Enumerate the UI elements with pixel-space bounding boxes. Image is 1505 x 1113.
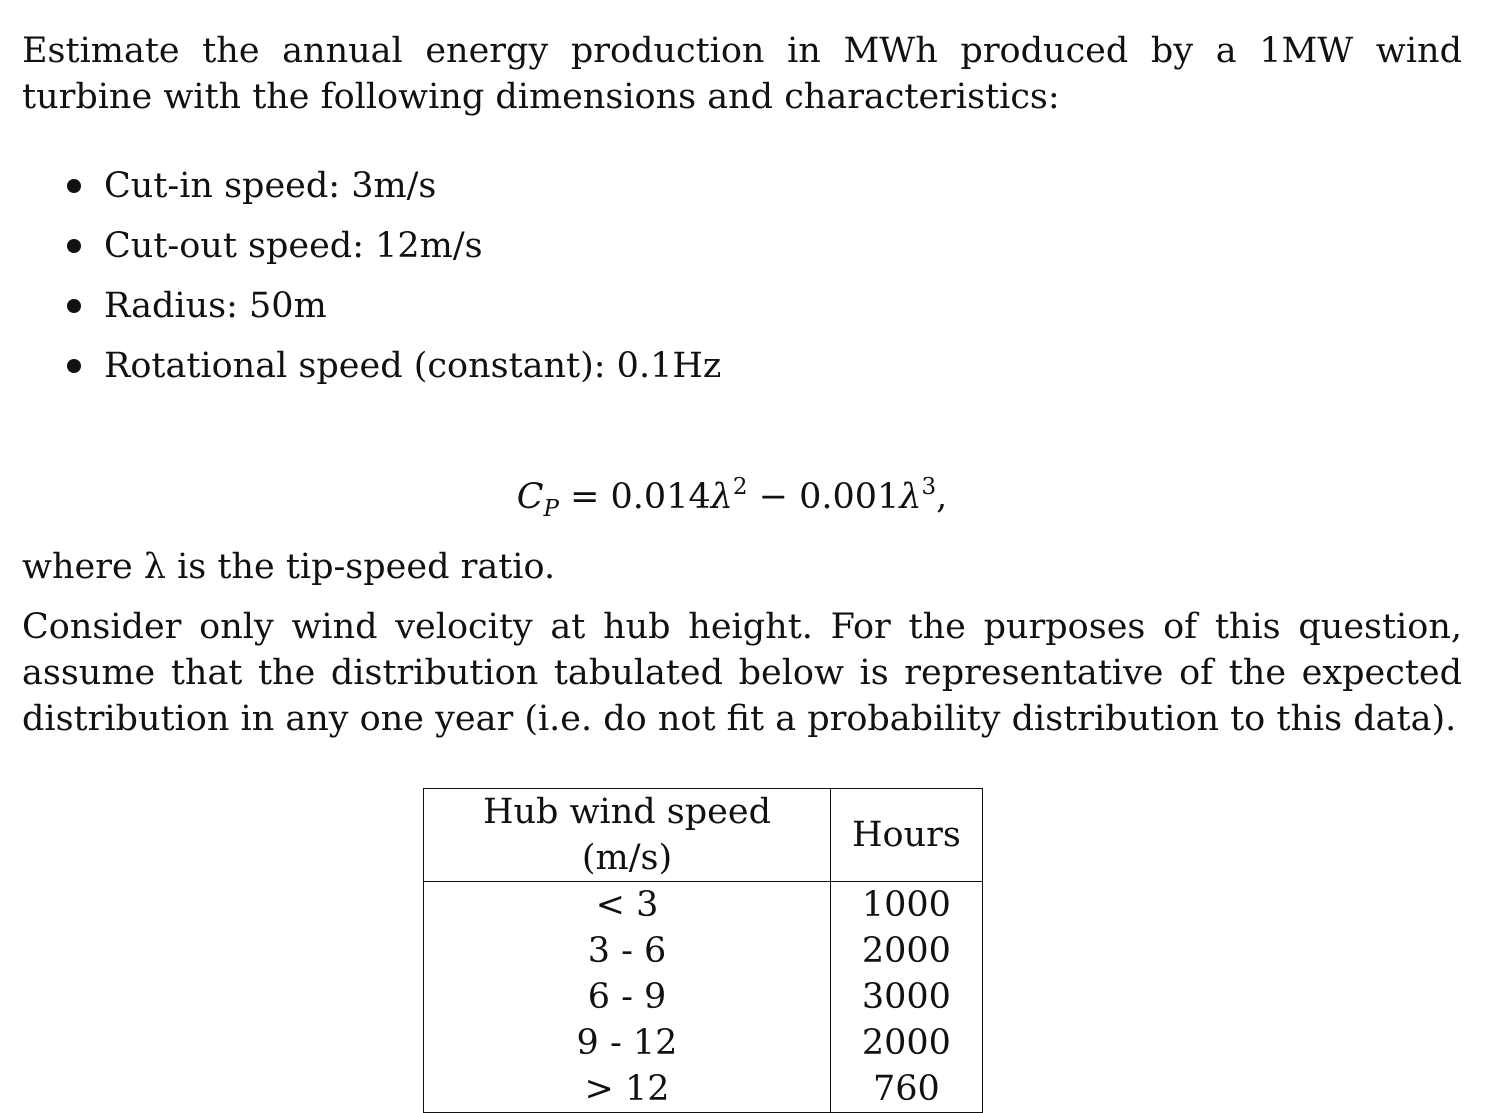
list-item-text: Cut-out speed: 12m/s (104, 226, 483, 266)
where-paragraph: where λ is the tip-speed ratio. (22, 547, 556, 587)
bullet-icon (67, 179, 81, 193)
speed-cell: > 12 (424, 1066, 831, 1113)
hours-cell: 2000 (831, 1020, 983, 1066)
list-item-text: Rotational speed (constant): 0.1Hz (104, 346, 722, 386)
list-item (22, 336, 1462, 396)
question-document (22, 28, 1462, 1113)
bullet-icon (67, 299, 81, 313)
equation-lhs-subscript: P (543, 496, 559, 522)
list-item-text: Cut-in speed: 3m/s (104, 166, 437, 206)
equation-coef-2: 0.001 (799, 477, 900, 517)
bullet-icon (67, 359, 81, 373)
speed-cell: < 3 (424, 882, 831, 929)
list-item-text: Radius: 50m (104, 286, 327, 326)
intro-paragraph: Estimate the annual energy production in MWh produced by a 1MW wind turbine with the following dimensions and characteristics: (22, 31, 1462, 117)
table-row (424, 974, 983, 1020)
list-item (22, 156, 1462, 216)
column-header-speed: Hub wind speed (m/s) (424, 789, 831, 882)
speed-cell: 9 - 12 (424, 1020, 831, 1066)
turbine-characteristics-list (22, 156, 1462, 396)
equation-equals: = (558, 477, 611, 517)
table-row (424, 1020, 983, 1066)
hours-cell: 2000 (831, 928, 983, 974)
table-row (424, 1066, 983, 1113)
table-row (424, 928, 983, 974)
equation-trailing-comma: , (936, 477, 948, 517)
hours-cell: 760 (831, 1066, 983, 1113)
table-header-row (424, 789, 983, 882)
equation-lambda: λ (710, 477, 733, 517)
speed-cell: 3 - 6 (424, 928, 831, 974)
bullet-icon (67, 239, 81, 253)
speed-cell: 6 - 9 (424, 974, 831, 1020)
equation-lhs: C (516, 477, 544, 517)
equation-lambda: λ (899, 477, 922, 517)
power-coefficient-equation (22, 474, 1462, 520)
equation-exponent-1: 2 (732, 474, 748, 500)
wind-distribution-table (423, 788, 983, 1113)
list-item (22, 276, 1462, 336)
hours-cell: 1000 (831, 882, 983, 929)
hours-cell: 3000 (831, 974, 983, 1020)
consider-paragraph: Consider only wind velocity at hub height. For the purposes of this question, assume that the distribution tabulated below is representative of the expected distribution in any one year (i.e. do not fit a probability distribution to this data). (22, 607, 1462, 739)
equation-minus: − (747, 477, 800, 517)
column-header-hours: Hours (831, 789, 983, 882)
equation-coef-1: 0.014 (610, 477, 711, 517)
list-item (22, 216, 1462, 276)
equation-exponent-2: 3 (921, 474, 937, 500)
table-row (424, 882, 983, 929)
